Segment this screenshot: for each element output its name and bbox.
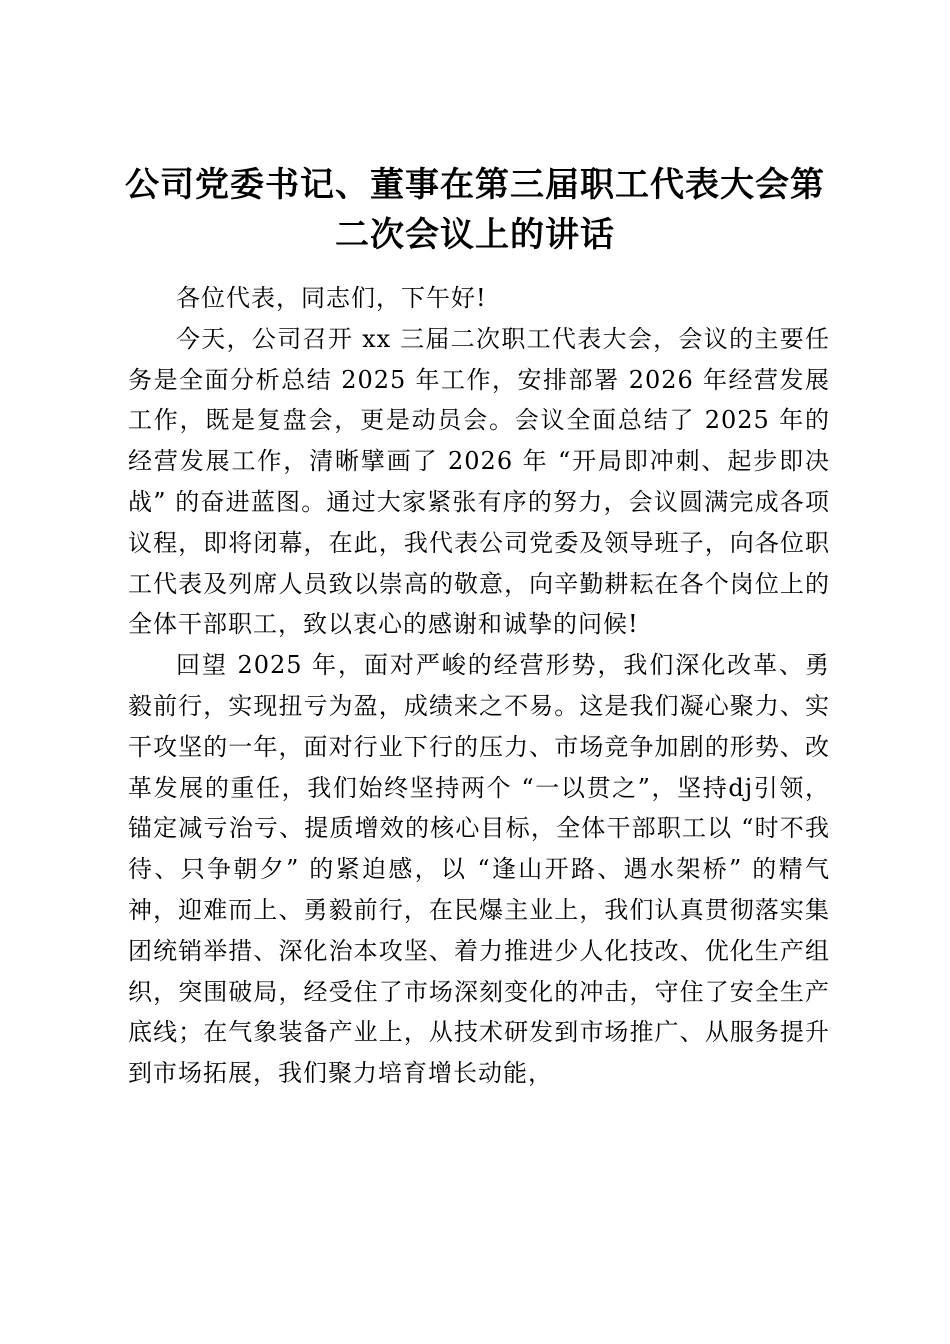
paragraph-greeting: 各位代表，同志们，下午好! — [176, 284, 487, 312]
document-body — [128, 278, 830, 1094]
document-title: 公司党委书记、董事在第三届职工代表大会第二次会议上的讲话 — [125, 165, 825, 255]
paragraph-review: 回望 2025 年，面对严峻的经营形势，我们深化改革、勇毅前行，实现扭亏为盈，成绩来之不易。这是我们凝心聚力、实干攻坚的一年，面对行业下行的压力、市场竞争加剧的形势、改革发展的重任，我们始终坚持两个 “一以贯之”，坚持dj引领，锚定减亏治亏、提质增效的核心目标，全体干部职工以 “时不我待、只争朝夕” 的紧迫感，以 “逢山开路、遇水架桥” 的精气神，迎难而上、勇毅前行，在民爆主业上，我们认真贯彻落实集团统销举措、深化治本攻坚、着力推进少人化技改、优化生产组织，突围破局，经受住了市场深刻变化的冲击，守住了安全生产底线；在气象装备产业上，从技术研发到市场推广、从服务提升到市场拓展，我们聚力培育增长动能， — [128, 651, 830, 1088]
paragraph-opening: 今天，公司召开 xx 三届二次职工代表大会，会议的主要任务是全面分析总结 2025 年工作，安排部署 2026 年经营发展工作，既是复盘会，更是动员会。会议全面总结了 2025 年的经营发展工作，清晰擘画了 2026 年 “开局即冲刺、起步即决战” 的奋进蓝图。通过大家紧张有序的努力，会议圆满完成各项议程，即将闭幕，在此，我代表公司党委及领导班子，向各位职工代表及列席人员致以崇高的敬意，向辛勤耕耘在各个岗位上的全体干部职工，致以衷心的感谢和诚挚的问候! — [128, 324, 830, 639]
